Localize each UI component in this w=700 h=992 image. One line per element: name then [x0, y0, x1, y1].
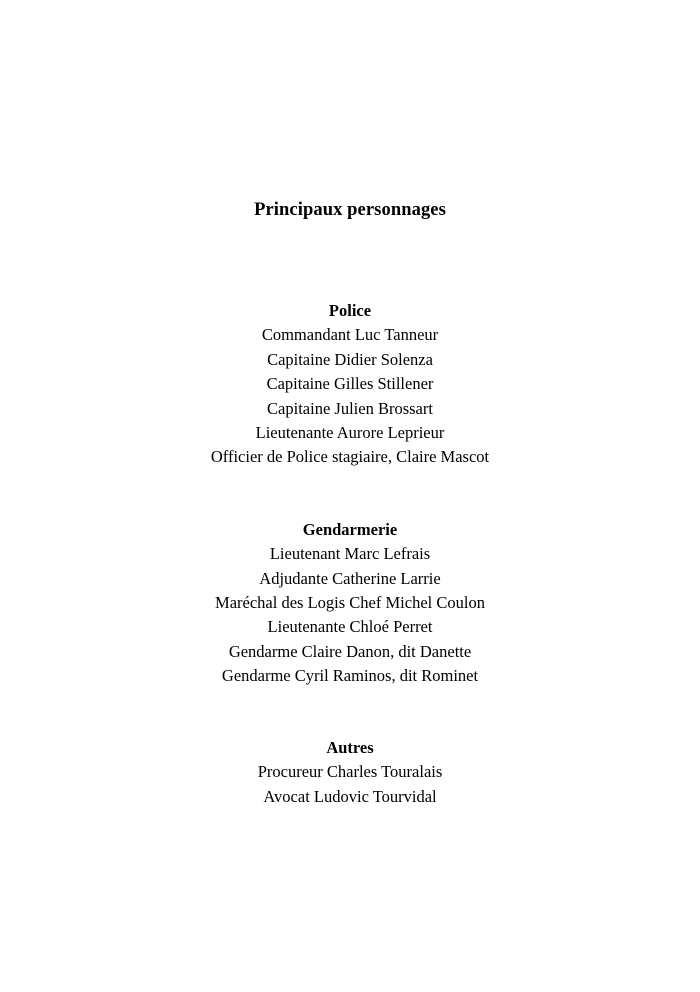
character-entry: Adjudante Catherine Larrie	[259, 568, 441, 588]
character-entry: Capitaine Gilles Stillener	[266, 374, 434, 394]
character-entry: Procureur Charles Touralais	[257, 762, 443, 782]
page-title: Principaux personnages	[254, 200, 446, 220]
character-list	[0, 299, 700, 809]
character-entry: Lieutenant Marc Lefrais	[269, 544, 431, 564]
character-entry: Gendarme Cyril Raminos, dit Rominet	[221, 666, 479, 686]
section-police	[0, 299, 700, 470]
section-heading-gendarmerie: Gendarmerie	[302, 519, 398, 539]
character-entry: Officier de Police stagiaire, Claire Mascot	[210, 447, 490, 467]
character-entry: Capitaine Julien Brossart	[267, 398, 433, 418]
character-entry: Lieutenante Chloé Perret	[267, 617, 433, 637]
character-entry: Commandant Luc Tanneur	[261, 325, 439, 345]
section-heading-police: Police	[328, 301, 372, 320]
section-autres	[0, 736, 700, 809]
character-entry: Lieutenante Aurore Leprieur	[255, 423, 445, 443]
character-entry: Maréchal des Logis Chef Michel Coulon	[215, 593, 485, 613]
character-entry: Capitaine Didier Solenza	[267, 349, 433, 369]
section-gendarmerie	[0, 518, 700, 689]
character-entry: Gendarme Claire Danon, dit Danette	[228, 641, 472, 661]
section-heading-autres: Autres	[326, 737, 374, 757]
character-entry: Avocat Ludovic Tourvidal	[263, 786, 437, 806]
